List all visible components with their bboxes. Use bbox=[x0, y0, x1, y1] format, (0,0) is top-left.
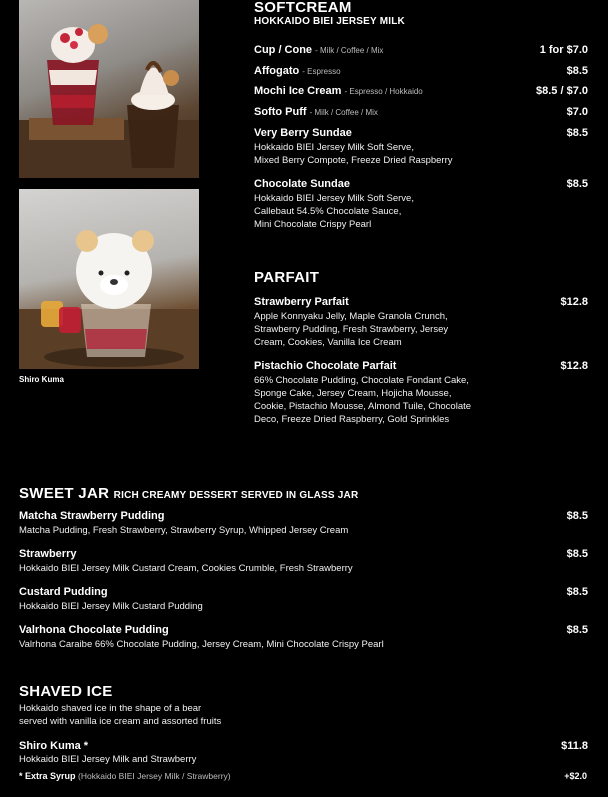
extra-name: * Extra Syrup bbox=[19, 771, 76, 781]
sweet-jar-subtitle: RICH CREAMY DESSERT SERVED IN GLASS JAR bbox=[113, 490, 359, 501]
item-description bbox=[254, 310, 448, 349]
description-line: 66% Chocolate Pudding, Chocolate Fondant Cake, bbox=[254, 375, 469, 386]
item-name: Softo Puff bbox=[254, 106, 307, 118]
menu-item-softo-puff bbox=[254, 106, 588, 118]
description-line: Apple Konnyaku Jelly, Maple Granola Crunch, bbox=[254, 311, 448, 322]
item-name: Affogato bbox=[254, 65, 300, 77]
menu-item-chocolate-sundae bbox=[254, 178, 588, 190]
item-name: Strawberry Parfait bbox=[254, 296, 349, 308]
item-description bbox=[254, 141, 453, 167]
softcream-subtitle: HOKKAIDO BIEI JERSEY MILK bbox=[254, 16, 405, 27]
item-note: - Milk / Coffee / Mix bbox=[315, 46, 384, 55]
menu-item-very-berry-sundae bbox=[254, 127, 588, 139]
item-note: - Milk / Coffee / Mix bbox=[309, 108, 378, 117]
menu-item-affogato bbox=[254, 65, 588, 77]
parfait-title: PARFAIT bbox=[254, 269, 320, 286]
item-name: Pistachio Chocolate Parfait bbox=[254, 360, 397, 372]
item-price: $8.5 bbox=[566, 624, 588, 636]
item-name: Matcha Strawberry Pudding bbox=[19, 510, 165, 522]
sweet-jar-title: SWEET JAR bbox=[19, 485, 110, 502]
item-name: Strawberry bbox=[19, 548, 77, 560]
description-line: Hokkaido shaved ice in the shape of a bear bbox=[19, 703, 202, 714]
item-price: $12.8 bbox=[560, 360, 588, 372]
item-price: $8.5 bbox=[566, 178, 588, 190]
shiro-kuma-photo bbox=[19, 189, 199, 369]
description-line: Mini Chocolate Crispy Pearl bbox=[254, 219, 372, 230]
menu-item-strawberry-parfait bbox=[254, 296, 588, 308]
menu-item-strawberry-jar bbox=[19, 548, 588, 560]
description-line: Cookie, Pistachio Mousse, Almond Tuile, Chocolate bbox=[254, 401, 472, 412]
shaved-ice-title: SHAVED ICE bbox=[19, 683, 113, 700]
item-description: Matcha Pudding, Fresh Strawberry, Strawberry Syrup, Whipped Jersey Cream bbox=[19, 525, 349, 536]
description-line: Hokkaido BIEI Jersey Milk Soft Serve, bbox=[254, 193, 414, 204]
item-description: Hokkaido BIEI Jersey Milk Custard Cream, Cookies Crumble, Fresh Strawberry bbox=[19, 563, 353, 574]
shaved-ice-description bbox=[19, 702, 221, 728]
menu-item-cup-cone bbox=[254, 44, 588, 56]
description-line: Cream, Cookies, Vanilla Ice Cream bbox=[254, 337, 402, 348]
shiro-kuma-illustration bbox=[19, 189, 199, 369]
photo-caption: Shiro Kuma bbox=[19, 375, 64, 384]
description-line: Deco, Freeze Dried Raspberry, Gold Sprinkles bbox=[254, 414, 450, 425]
extra-syrup-row bbox=[19, 771, 587, 781]
item-description: Hokkaido BIEI Jersey Milk Custard Pudding bbox=[19, 601, 203, 612]
menu-item-mochi-ice-cream bbox=[254, 85, 588, 97]
item-note: - Espresso bbox=[302, 67, 341, 76]
description-line: served with vanilla ice cream and assorted fruits bbox=[19, 716, 222, 727]
description-line: Strawberry Pudding, Fresh Strawberry, Jersey bbox=[254, 324, 449, 335]
extra-note: (Hokkaido BIEI Jersey Milk / Strawberry) bbox=[78, 771, 231, 781]
item-price: $12.8 bbox=[560, 296, 588, 308]
item-price: 1 for $7.0 bbox=[539, 44, 588, 56]
description-line: Callebaut 54.5% Chocolate Sauce, bbox=[254, 206, 402, 217]
sweet-jar-heading bbox=[19, 485, 358, 503]
description-line: Mixed Berry Compote, Freeze Dried Raspberry bbox=[254, 155, 453, 166]
item-price: $8.5 bbox=[566, 65, 588, 77]
menu-item-pistachio-chocolate-parfait bbox=[254, 360, 588, 372]
menu-item-valrhona-chocolate-pudding bbox=[19, 624, 588, 636]
item-name: Custard Pudding bbox=[19, 586, 108, 598]
item-description bbox=[254, 192, 414, 231]
item-price: $11.8 bbox=[561, 740, 588, 752]
item-price: $7.0 bbox=[566, 106, 588, 118]
description-line: Hokkaido BIEI Jersey Milk Soft Serve, bbox=[254, 142, 414, 153]
item-name: Chocolate Sundae bbox=[254, 178, 350, 190]
menu-item-matcha-strawberry-pudding bbox=[19, 510, 588, 522]
item-name: Shiro Kuma * bbox=[19, 740, 89, 752]
item-name: Very Berry Sundae bbox=[254, 127, 352, 139]
item-name: Mochi Ice Cream bbox=[254, 85, 342, 97]
item-description bbox=[254, 374, 471, 426]
item-note: - Espresso / Hokkaido bbox=[344, 87, 423, 96]
item-name: Valrhona Chocolate Pudding bbox=[19, 624, 169, 636]
item-name: Cup / Cone bbox=[254, 44, 313, 56]
sundae-illustration bbox=[19, 0, 199, 178]
menu-item-custard-pudding bbox=[19, 586, 588, 598]
item-price: $8.5 bbox=[566, 548, 588, 560]
item-price: $8.5 bbox=[566, 586, 588, 598]
menu-item-shiro-kuma bbox=[19, 740, 588, 752]
softcream-title: SOFTCREAM bbox=[254, 0, 352, 16]
item-description: Hokkaido BIEI Jersey Milk and Strawberry bbox=[19, 754, 197, 765]
extra-price: +$2.0 bbox=[564, 771, 587, 781]
item-price: $8.5 / $7.0 bbox=[536, 85, 588, 97]
item-price: $8.5 bbox=[566, 127, 588, 139]
item-description: Valrhona Caraibe 66% Chocolate Pudding, Jersey Cream, Mini Chocolate Crispy Pearl bbox=[19, 639, 384, 650]
item-price: $8.5 bbox=[566, 510, 588, 522]
sundae-photo bbox=[19, 0, 199, 178]
description-line: Sponge Cake, Jersey Cream, Hojicha Mousse, bbox=[254, 388, 452, 399]
